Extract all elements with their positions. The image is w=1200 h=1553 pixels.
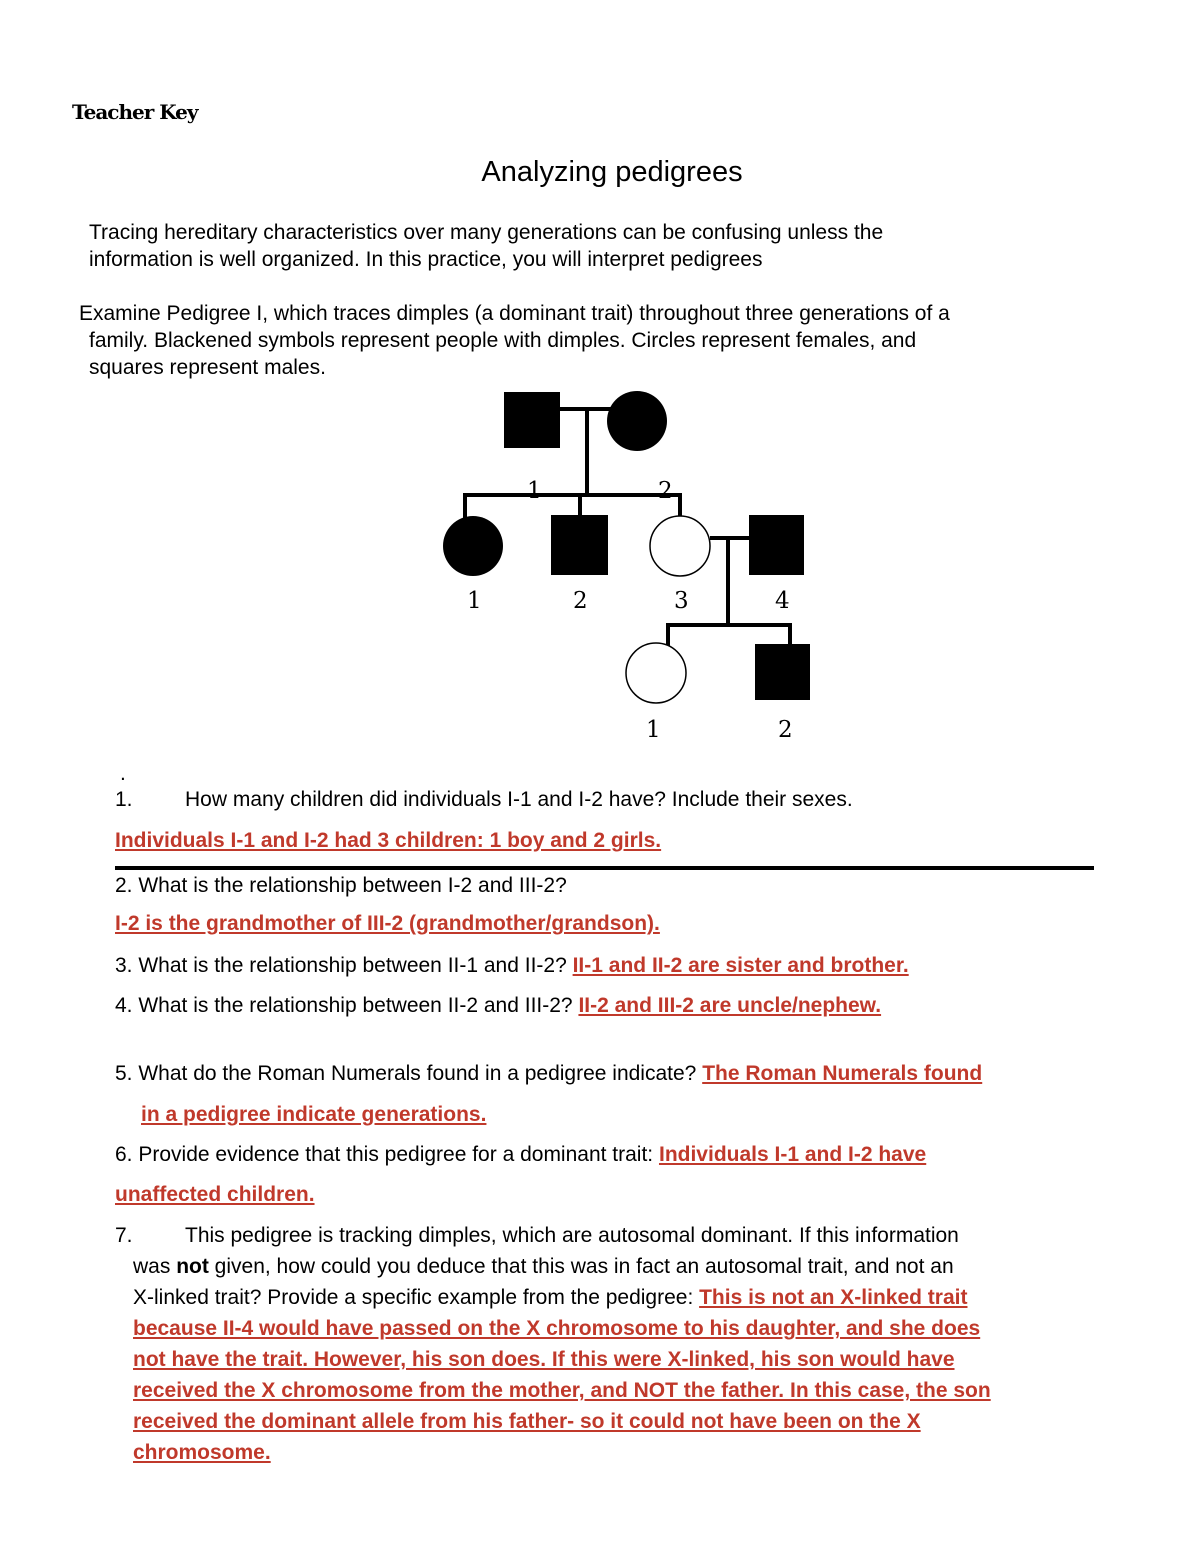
q5-answer-part1: The Roman Numerals found — [702, 1062, 983, 1085]
q6-text: 6. Provide evidence that this pedigree for a dominant trait: — [115, 1143, 659, 1166]
q4-line — [115, 994, 881, 1018]
individual-II-1 — [443, 516, 503, 576]
q7-answer-line-2: because II-4 would have passed on the X chromosome to his daughter, and she does — [133, 1317, 981, 1340]
examine-line-3: squares represent males. — [89, 356, 326, 379]
divider — [115, 866, 1094, 870]
q3-line — [115, 954, 909, 978]
individual-II-2 — [551, 515, 608, 575]
q6-answer-part1: Individuals I-1 and I-2 have — [658, 1143, 927, 1166]
q1-text: How many children did individuals I-1 and I-2 have? Include their sexes. — [185, 788, 853, 811]
q6-answer-part2: unaffected children. — [115, 1183, 315, 1206]
page-title: Analyzing pedigrees — [481, 156, 743, 188]
individual-III-1 — [626, 643, 686, 703]
intro-line-1: Tracing hereditary characteristics over many generations can be confusing unless the — [89, 221, 884, 244]
q7-answer-line-5: received the dominant allele from his father- so it could not have been on the X — [133, 1410, 921, 1433]
q3-answer: II-1 and II-2 are sister and brother. — [572, 954, 909, 977]
individual-I-1 — [504, 392, 560, 448]
individual-II-4 — [749, 515, 804, 575]
q7-answer-line-1: This is not an X-linked trait — [699, 1286, 968, 1309]
gen2-label-2: 2 — [573, 588, 588, 614]
q7-line-3 — [133, 1286, 967, 1310]
q1-number: 1. — [115, 788, 133, 811]
q7-emphasis-not: not — [176, 1255, 209, 1278]
examine-line-1: Examine Pedigree I, which traces dimples (a dominant trait) throughout three generations of a — [79, 302, 950, 325]
q7-answer-line-3: not have the trait. However, his son does. If this were X-linked, his son would have — [133, 1348, 955, 1371]
gen2-label-4: 4 — [775, 588, 790, 614]
q7-line-2b: given, how could you deduce that this was in fact an autosomal trait, and not an — [208, 1255, 954, 1278]
individual-I-2 — [607, 391, 667, 451]
individual-III-2 — [755, 644, 810, 700]
teacher-key-label: Teacher Key — [72, 100, 198, 124]
gen1-label-1: 1 — [527, 478, 542, 504]
q1-answer: Individuals I-1 and I-2 had 3 children: 1 boy and 2 girls. — [115, 829, 662, 852]
stray-dot: . — [120, 762, 126, 785]
q3-text: 3. What is the relationship between II-1 and II-2? — [115, 954, 573, 977]
q4-text: 4. What is the relationship between II-2 and III-2? — [115, 994, 579, 1017]
gen3-label-1: 1 — [646, 717, 661, 743]
gen3-label-2: 2 — [778, 717, 793, 743]
q7-line-2 — [133, 1255, 954, 1279]
q6-line — [115, 1143, 926, 1167]
q7-line-3-text: X-linked trait? Provide a specific example from the pedigree: — [133, 1286, 700, 1309]
q5-answer-part2: in a pedigree indicate generations. — [141, 1103, 487, 1126]
q7-answer-line-6: chromosome. — [133, 1441, 271, 1464]
q7-number: 7. — [115, 1224, 133, 1247]
gen2-label-3: 3 — [674, 588, 689, 614]
q2-answer: I-2 is the grandmother of III-2 (grandmother/grandson). — [115, 912, 660, 935]
q2-text: 2. What is the relationship between I-2 and III-2? — [115, 874, 567, 897]
gen2-label-1: 1 — [467, 588, 482, 614]
examine-line-2: family. Blackened symbols represent people with dimples. Circles represent females, and — [89, 329, 917, 352]
q7-line-1: This pedigree is tracking dimples, which are autosomal dominant. If this information — [185, 1224, 959, 1247]
gen1-label-2: 2 — [658, 478, 673, 504]
q7-answer-line-4: received the X chromosome from the mother, and NOT the father. In this case, the son — [133, 1379, 991, 1402]
individual-II-3 — [650, 516, 710, 576]
intro-line-2: information is well organized. In this practice, you will interpret pedigrees — [89, 248, 763, 271]
q5-line — [115, 1062, 982, 1086]
q5-text: 5. What do the Roman Numerals found in a pedigree indicate? — [115, 1062, 703, 1085]
q7-line-2a: was — [133, 1255, 177, 1278]
q4-answer: II-2 and III-2 are uncle/nephew. — [578, 994, 882, 1017]
